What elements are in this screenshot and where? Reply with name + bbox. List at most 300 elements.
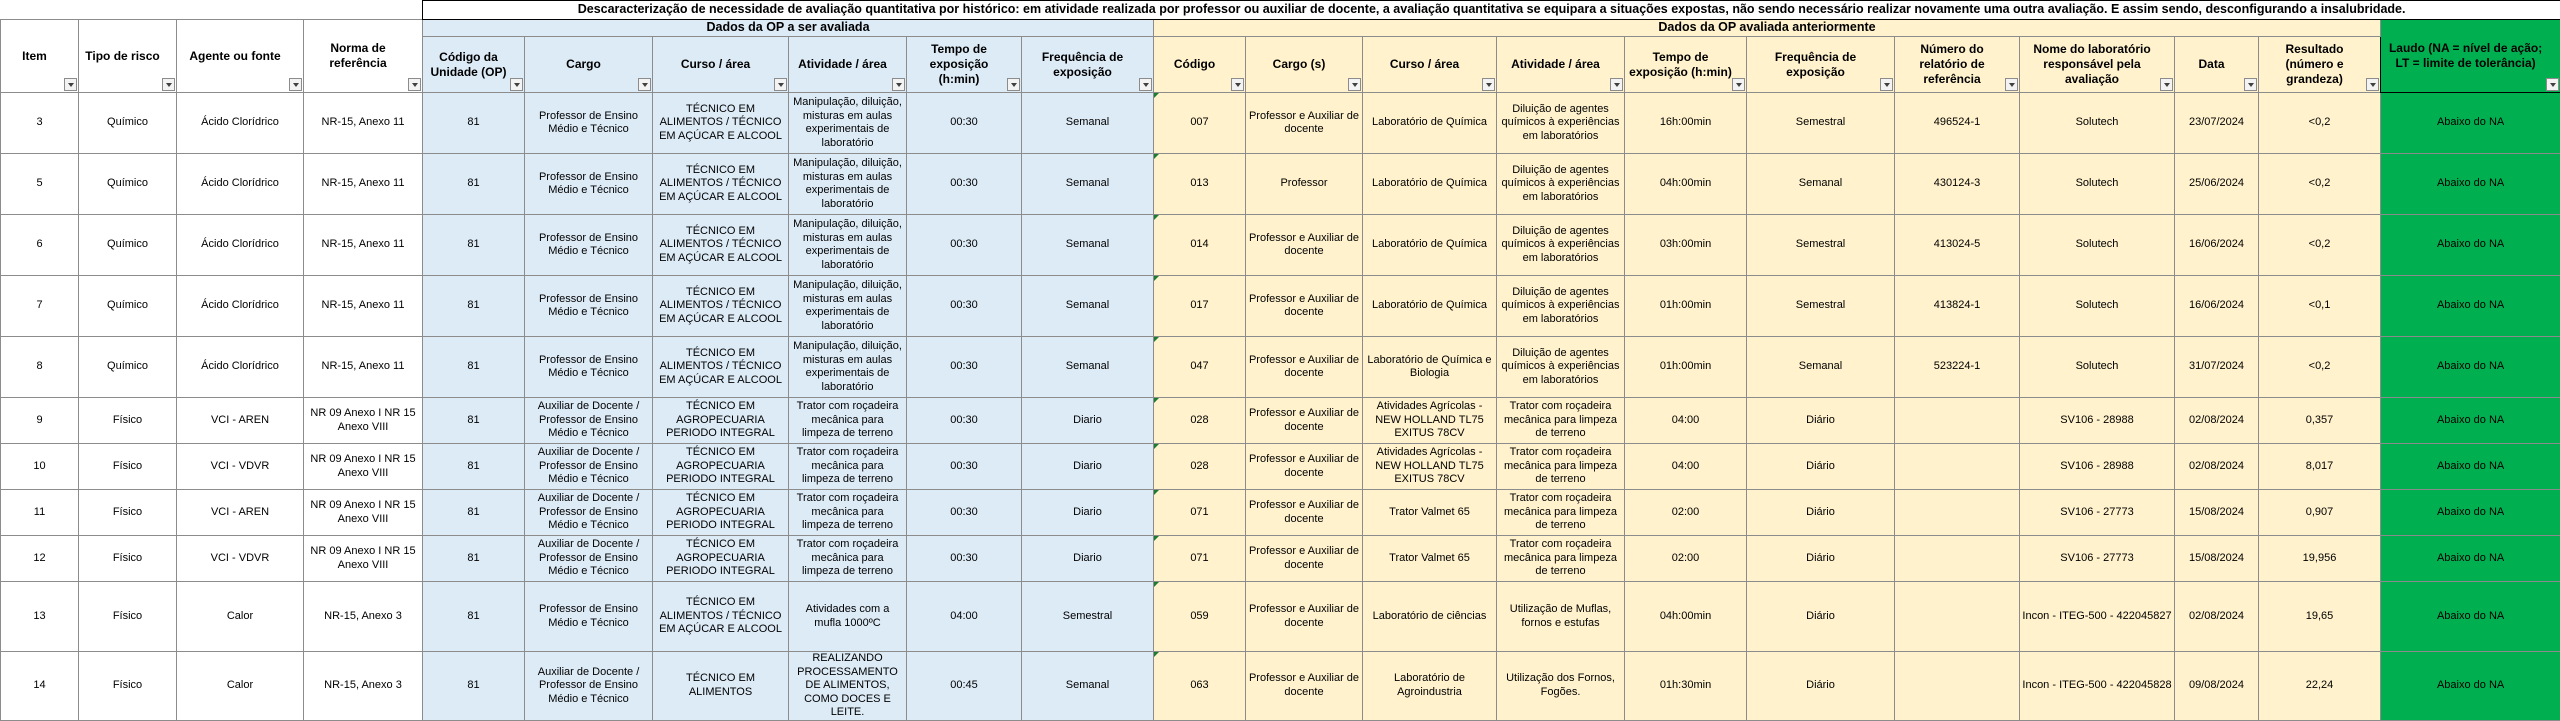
- cell-agente[interactable]: [177, 490, 304, 536]
- cell-tempo[interactable]: [907, 154, 1022, 215]
- cell-relatorio[interactable]: [1895, 337, 2020, 398]
- cell-norma[interactable]: [304, 582, 423, 652]
- cell-op[interactable]: [423, 536, 525, 582]
- header-curso[interactable]: Curso / área: [653, 37, 789, 93]
- cell-codigo[interactable]: [1154, 652, 1246, 721]
- cell-curso[interactable]: [653, 215, 789, 276]
- cell-norma[interactable]: [304, 398, 423, 444]
- cell-lab[interactable]: [2020, 337, 2175, 398]
- cell-item[interactable]: [1, 337, 79, 398]
- cell-norma[interactable]: [304, 652, 423, 721]
- filter-dropdown-icon[interactable]: [510, 78, 523, 91]
- cell-data[interactable]: [2175, 582, 2259, 652]
- cell-codigo[interactable]: [1154, 398, 1246, 444]
- cell-text: Incon - ITEG-500 - 422045827: [2022, 610, 2171, 622]
- cell-atividade[interactable]: [789, 444, 907, 490]
- cell-norma[interactable]: [304, 444, 423, 490]
- cell-codigo[interactable]: [1154, 337, 1246, 398]
- cell-atividade2[interactable]: [1497, 444, 1625, 490]
- cell-agente[interactable]: [177, 337, 304, 398]
- cell-atividade2[interactable]: [1497, 276, 1625, 337]
- header-tempo[interactable]: Tempo de exposição (h:min): [907, 37, 1022, 93]
- header-frequencia[interactable]: Frequência de exposição: [1022, 37, 1154, 93]
- cell-freq2[interactable]: [1747, 215, 1895, 276]
- cell-lab[interactable]: [2020, 490, 2175, 536]
- cell-freq2[interactable]: [1747, 582, 1895, 652]
- cell-lab[interactable]: [2020, 444, 2175, 490]
- cell-laudo[interactable]: [2381, 93, 2560, 154]
- filter-dropdown-icon[interactable]: [162, 78, 175, 91]
- cell-laudo[interactable]: [2381, 444, 2560, 490]
- cell-atividade[interactable]: [789, 93, 907, 154]
- cell-codigo[interactable]: [1154, 276, 1246, 337]
- cell-item[interactable]: [1, 536, 79, 582]
- cell-curso2[interactable]: [1363, 276, 1497, 337]
- cell-curso2[interactable]: [1363, 215, 1497, 276]
- cell-tipo[interactable]: [79, 93, 177, 154]
- cell-freq[interactable]: [1022, 582, 1154, 652]
- cell-agente[interactable]: [177, 276, 304, 337]
- cell-cargos[interactable]: [1246, 215, 1363, 276]
- cell-tempo2[interactable]: [1625, 276, 1747, 337]
- cell-tempo2[interactable]: [1625, 652, 1747, 721]
- cell-cargos[interactable]: [1246, 582, 1363, 652]
- cell-lab[interactable]: [2020, 652, 2175, 721]
- cell-curso2[interactable]: [1363, 582, 1497, 652]
- cell-cargos[interactable]: [1246, 154, 1363, 215]
- cell-norma[interactable]: [304, 276, 423, 337]
- cell-tempo2[interactable]: [1625, 582, 1747, 652]
- filter-dropdown-icon[interactable]: [2366, 78, 2379, 91]
- cell-curso[interactable]: [653, 93, 789, 154]
- filter-dropdown-icon[interactable]: [2160, 78, 2173, 91]
- cell-text: NR-15, Anexo 11: [322, 238, 405, 250]
- cell-relatorio[interactable]: [1895, 490, 2020, 536]
- cell-resultado[interactable]: [2259, 652, 2381, 721]
- cell-tempo[interactable]: [907, 398, 1022, 444]
- cell-curso2[interactable]: [1363, 398, 1497, 444]
- cell-tipo[interactable]: [79, 490, 177, 536]
- cell-norma[interactable]: [304, 337, 423, 398]
- cell-cargos[interactable]: [1246, 398, 1363, 444]
- header-norma[interactable]: Norma de referência: [304, 20, 423, 93]
- cell-freq2[interactable]: [1747, 276, 1895, 337]
- cell-text: 01h:30min: [1660, 679, 1711, 691]
- cell-data[interactable]: [2175, 536, 2259, 582]
- cell-text: NR-15, Anexo 11: [322, 177, 405, 189]
- cell-norma[interactable]: [304, 490, 423, 536]
- cell-lab[interactable]: [2020, 93, 2175, 154]
- cell-op[interactable]: [423, 444, 525, 490]
- cell-agente[interactable]: [177, 444, 304, 490]
- cell-laudo[interactable]: [2381, 154, 2560, 215]
- filter-dropdown-icon[interactable]: [289, 78, 302, 91]
- cell-tipo[interactable]: [79, 154, 177, 215]
- cell-text: 02:00: [1672, 552, 1700, 564]
- cell-tempo[interactable]: [907, 215, 1022, 276]
- cell-atividade[interactable]: [789, 154, 907, 215]
- cell-text: Solutech: [2076, 238, 2119, 250]
- cell-agente[interactable]: [177, 582, 304, 652]
- cell-lab[interactable]: [2020, 215, 2175, 276]
- cell-text: Ácido Clorídrico: [201, 238, 279, 250]
- cell-freq2[interactable]: [1747, 93, 1895, 154]
- filter-dropdown-icon[interactable]: [1880, 78, 1893, 91]
- cell-text: Solutech: [2076, 116, 2119, 128]
- cell-text: Trator com roçadeira mecânica para limpeza de terreno: [797, 492, 899, 531]
- cell-curso[interactable]: [653, 582, 789, 652]
- cell-resultado[interactable]: [2259, 154, 2381, 215]
- filter-dropdown-icon[interactable]: [638, 78, 651, 91]
- cell-curso2[interactable]: [1363, 444, 1497, 490]
- filter-dropdown-icon[interactable]: [892, 78, 905, 91]
- cell-op[interactable]: [423, 215, 525, 276]
- cell-freq[interactable]: [1022, 398, 1154, 444]
- cell-agente[interactable]: [177, 215, 304, 276]
- filter-dropdown-icon[interactable]: [64, 78, 77, 91]
- cell-item[interactable]: [1, 444, 79, 490]
- cell-laudo[interactable]: [2381, 276, 2560, 337]
- cell-tipo[interactable]: [79, 582, 177, 652]
- cell-cargos[interactable]: [1246, 536, 1363, 582]
- cell-tipo[interactable]: [79, 276, 177, 337]
- filter-dropdown-icon[interactable]: [2244, 78, 2257, 91]
- cell-agente[interactable]: [177, 536, 304, 582]
- cell-freq2[interactable]: [1747, 490, 1895, 536]
- cell-relatorio[interactable]: [1895, 536, 2020, 582]
- cell-text: Trator Valmet 65: [1389, 552, 1470, 564]
- header-laudo[interactable]: Laudo (NA = nível de ação; LT = limite de tolerância): [2381, 20, 2560, 93]
- filter-dropdown-icon[interactable]: [1610, 78, 1623, 91]
- cell-relatorio[interactable]: [1895, 582, 2020, 652]
- header-tempo-prev[interactable]: Tempo de exposição (h:min): [1625, 37, 1747, 93]
- cell-tempo2[interactable]: [1625, 215, 1747, 276]
- cell-item[interactable]: [1, 154, 79, 215]
- cell-lab[interactable]: [2020, 154, 2175, 215]
- cell-agente[interactable]: [177, 93, 304, 154]
- cell-item[interactable]: [1, 582, 79, 652]
- cell-op[interactable]: [423, 154, 525, 215]
- cell-curso[interactable]: [653, 444, 789, 490]
- cell-tempo[interactable]: [907, 536, 1022, 582]
- cell-item[interactable]: [1, 276, 79, 337]
- header-resultado[interactable]: Resultado (número e grandeza): [2259, 37, 2381, 93]
- cell-atividade2[interactable]: [1497, 154, 1625, 215]
- cell-curso2[interactable]: [1363, 490, 1497, 536]
- cell-relatorio[interactable]: [1895, 652, 2020, 721]
- cell-tempo2[interactable]: [1625, 337, 1747, 398]
- cell-atividade2[interactable]: [1497, 652, 1625, 721]
- cell-atividade[interactable]: [789, 652, 907, 721]
- cell-resultado[interactable]: [2259, 276, 2381, 337]
- cell-resultado[interactable]: [2259, 215, 2381, 276]
- cell-cargo[interactable]: [525, 398, 653, 444]
- cell-text: 04h:00min: [1660, 177, 1711, 189]
- cell-text: 81: [467, 238, 479, 250]
- header-data[interactable]: Data: [2175, 37, 2259, 93]
- cell-cargo[interactable]: [525, 582, 653, 652]
- cell-resultado[interactable]: [2259, 536, 2381, 582]
- cell-codigo[interactable]: [1154, 444, 1246, 490]
- filter-dropdown-icon[interactable]: [1007, 78, 1020, 91]
- cell-laudo[interactable]: [2381, 398, 2560, 444]
- cell-text: Laboratório de Agroindustria: [1394, 672, 1465, 698]
- cell-relatorio[interactable]: [1895, 154, 2020, 215]
- cell-lab[interactable]: [2020, 398, 2175, 444]
- cell-cargo[interactable]: [525, 215, 653, 276]
- cell-data[interactable]: [2175, 215, 2259, 276]
- cell-tipo[interactable]: [79, 398, 177, 444]
- cell-atividade2[interactable]: [1497, 93, 1625, 154]
- cell-codigo[interactable]: [1154, 93, 1246, 154]
- cell-atividade2[interactable]: [1497, 337, 1625, 398]
- cell-text: <0,2: [2309, 360, 2331, 372]
- cell-atividade2[interactable]: [1497, 536, 1625, 582]
- cell-item[interactable]: [1, 490, 79, 536]
- cell-text: 09/08/2024: [2189, 679, 2244, 691]
- cell-atividade[interactable]: [789, 337, 907, 398]
- filter-dropdown-icon[interactable]: [408, 78, 421, 91]
- cell-freq[interactable]: [1022, 490, 1154, 536]
- cell-cargo[interactable]: [525, 93, 653, 154]
- cell-curso2[interactable]: [1363, 337, 1497, 398]
- cell-tempo[interactable]: [907, 652, 1022, 721]
- cell-text: Abaixo do NA: [2437, 299, 2504, 311]
- header-cargo[interactable]: Cargo: [525, 37, 653, 93]
- filter-dropdown-icon[interactable]: [1139, 78, 1152, 91]
- cell-relatorio[interactable]: [1895, 215, 2020, 276]
- cell-tempo[interactable]: [907, 276, 1022, 337]
- cell-tempo[interactable]: [907, 337, 1022, 398]
- header-atividade-prev[interactable]: Atividade / área: [1497, 37, 1625, 93]
- header-laboratorio[interactable]: Nome do laboratório responsável pela avaliação: [2020, 37, 2175, 93]
- cell-freq[interactable]: [1022, 154, 1154, 215]
- cell-freq2[interactable]: [1747, 444, 1895, 490]
- cell-data[interactable]: [2175, 652, 2259, 721]
- cell-cargos[interactable]: [1246, 276, 1363, 337]
- cell-text: NR-15, Anexo 3: [324, 679, 402, 691]
- cell-tipo[interactable]: [79, 536, 177, 582]
- cell-resultado[interactable]: [2259, 398, 2381, 444]
- cell-atividade[interactable]: [789, 582, 907, 652]
- cell-cargo[interactable]: [525, 276, 653, 337]
- cell-data[interactable]: [2175, 276, 2259, 337]
- cell-cargos[interactable]: [1246, 490, 1363, 536]
- cell-tipo[interactable]: [79, 337, 177, 398]
- cell-tempo[interactable]: [907, 93, 1022, 154]
- cell-cargo[interactable]: [525, 444, 653, 490]
- filter-dropdown-icon[interactable]: [774, 78, 787, 91]
- cell-atividade[interactable]: [789, 490, 907, 536]
- cell-codigo[interactable]: [1154, 154, 1246, 215]
- cell-atividade[interactable]: [789, 276, 907, 337]
- cell-op[interactable]: [423, 337, 525, 398]
- cell-curso[interactable]: [653, 490, 789, 536]
- cell-text: Semanal: [1799, 360, 1842, 372]
- cell-text: 81: [467, 552, 479, 564]
- cell-freq[interactable]: [1022, 276, 1154, 337]
- cell-norma[interactable]: [304, 215, 423, 276]
- cell-agente[interactable]: [177, 652, 304, 721]
- cell-resultado[interactable]: [2259, 490, 2381, 536]
- cell-tempo2[interactable]: [1625, 154, 1747, 215]
- cell-cargos[interactable]: [1246, 444, 1363, 490]
- cell-cargo[interactable]: [525, 652, 653, 721]
- cell-curso2[interactable]: [1363, 93, 1497, 154]
- header-codigo-op[interactable]: Código da Unidade (OP): [423, 37, 525, 93]
- cell-relatorio[interactable]: [1895, 276, 2020, 337]
- header-curso-prev[interactable]: Curso / área: [1363, 37, 1497, 93]
- cell-cargo[interactable]: [525, 337, 653, 398]
- cell-norma[interactable]: [304, 536, 423, 582]
- cell-freq2[interactable]: [1747, 652, 1895, 721]
- cell-tempo2[interactable]: [1625, 444, 1747, 490]
- cell-freq2[interactable]: [1747, 154, 1895, 215]
- cell-text: SV106 - 27773: [2060, 552, 2133, 564]
- cell-laudo[interactable]: [2381, 490, 2560, 536]
- cell-tempo2[interactable]: [1625, 93, 1747, 154]
- header-atividade[interactable]: Atividade / área: [789, 37, 907, 93]
- cell-data[interactable]: [2175, 398, 2259, 444]
- cell-item[interactable]: [1, 398, 79, 444]
- cell-resultado[interactable]: [2259, 444, 2381, 490]
- cell-curso[interactable]: [653, 398, 789, 444]
- cell-curso2[interactable]: [1363, 536, 1497, 582]
- header-item[interactable]: Item: [1, 20, 79, 93]
- cell-laudo[interactable]: [2381, 337, 2560, 398]
- cell-text: Laboratório de Química: [1372, 177, 1487, 189]
- cell-tipo[interactable]: [79, 215, 177, 276]
- cell-tempo2[interactable]: [1625, 536, 1747, 582]
- cell-curso2[interactable]: [1363, 154, 1497, 215]
- cell-laudo[interactable]: [2381, 215, 2560, 276]
- cell-cargos[interactable]: [1246, 337, 1363, 398]
- cell-tipo[interactable]: [79, 652, 177, 721]
- cell-data[interactable]: [2175, 490, 2259, 536]
- cell-atividade2[interactable]: [1497, 398, 1625, 444]
- cell-curso[interactable]: [653, 337, 789, 398]
- header-tipo[interactable]: Tipo de risco: [79, 20, 177, 93]
- cell-freq[interactable]: [1022, 652, 1154, 721]
- cell-lab[interactable]: [2020, 536, 2175, 582]
- cell-item[interactable]: [1, 215, 79, 276]
- cell-text: Trator com roçadeira mecânica para limpeza de terreno: [797, 400, 899, 439]
- cell-relatorio[interactable]: [1895, 444, 2020, 490]
- header-cargos[interactable]: Cargo (s): [1246, 37, 1363, 93]
- cell-agente[interactable]: [177, 398, 304, 444]
- cell-tempo[interactable]: [907, 444, 1022, 490]
- cell-freq2[interactable]: [1747, 398, 1895, 444]
- cell-freq[interactable]: [1022, 444, 1154, 490]
- cell-item[interactable]: [1, 652, 79, 721]
- cell-atividade[interactable]: [789, 215, 907, 276]
- cell-lab[interactable]: [2020, 276, 2175, 337]
- cell-cargo[interactable]: [525, 490, 653, 536]
- cell-text: Professor e Auxiliar de docente: [1249, 354, 1359, 380]
- cell-data[interactable]: [2175, 337, 2259, 398]
- filter-dropdown-icon[interactable]: [1348, 78, 1361, 91]
- cell-cargos[interactable]: [1246, 93, 1363, 154]
- cell-freq[interactable]: [1022, 536, 1154, 582]
- filter-dropdown-icon[interactable]: [1231, 78, 1244, 91]
- cell-data[interactable]: [2175, 444, 2259, 490]
- cell-freq[interactable]: [1022, 215, 1154, 276]
- cell-tipo[interactable]: [79, 444, 177, 490]
- cell-item[interactable]: [1, 93, 79, 154]
- cell-freq2[interactable]: [1747, 536, 1895, 582]
- cell-op[interactable]: [423, 93, 525, 154]
- cell-op[interactable]: [423, 490, 525, 536]
- cell-agente[interactable]: [177, 154, 304, 215]
- filter-dropdown-icon[interactable]: [2546, 78, 2559, 91]
- cell-text: Atividades Agrícolas - NEW HOLLAND TL75 EXITUS 78CV: [1375, 400, 1484, 439]
- cell-atividade[interactable]: [789, 398, 907, 444]
- cell-freq[interactable]: [1022, 337, 1154, 398]
- cell-cargos[interactable]: [1246, 652, 1363, 721]
- cell-tempo2[interactable]: [1625, 490, 1747, 536]
- cell-laudo[interactable]: [2381, 536, 2560, 582]
- filter-dropdown-icon[interactable]: [1482, 78, 1495, 91]
- cell-op[interactable]: [423, 276, 525, 337]
- cell-codigo[interactable]: [1154, 536, 1246, 582]
- cell-curso[interactable]: [653, 652, 789, 721]
- cell-codigo[interactable]: [1154, 215, 1246, 276]
- cell-text: Químico: [107, 238, 148, 250]
- cell-cargo[interactable]: [525, 536, 653, 582]
- cell-laudo[interactable]: [2381, 582, 2560, 652]
- cell-curso[interactable]: [653, 154, 789, 215]
- cell-atividade2[interactable]: [1497, 215, 1625, 276]
- cell-freq2[interactable]: [1747, 337, 1895, 398]
- cell-tempo[interactable]: [907, 490, 1022, 536]
- cell-text: Abaixo do NA: [2437, 116, 2504, 128]
- cell-atividade2[interactable]: [1497, 490, 1625, 536]
- cell-resultado[interactable]: [2259, 582, 2381, 652]
- cell-relatorio[interactable]: [1895, 398, 2020, 444]
- cell-atividade2[interactable]: [1497, 582, 1625, 652]
- cell-relatorio[interactable]: [1895, 93, 2020, 154]
- cell-cargo[interactable]: [525, 154, 653, 215]
- cell-data[interactable]: [2175, 154, 2259, 215]
- filter-dropdown-icon[interactable]: [1732, 78, 1745, 91]
- cell-tempo2[interactable]: [1625, 398, 1747, 444]
- cell-norma[interactable]: [304, 93, 423, 154]
- cell-curso[interactable]: [653, 536, 789, 582]
- cell-norma[interactable]: [304, 154, 423, 215]
- header-frequencia-prev[interactable]: Frequência de exposição: [1747, 37, 1895, 93]
- cell-laudo[interactable]: [2381, 652, 2560, 721]
- cell-curso2[interactable]: [1363, 652, 1497, 721]
- header-relatorio[interactable]: Número do relatório de referência: [1895, 37, 2020, 93]
- cell-op[interactable]: [423, 652, 525, 721]
- header-agente[interactable]: Agente ou fonte: [177, 20, 304, 93]
- cell-curso[interactable]: [653, 276, 789, 337]
- header-codigo[interactable]: Código: [1154, 37, 1246, 93]
- cell-data[interactable]: [2175, 93, 2259, 154]
- cell-codigo[interactable]: [1154, 582, 1246, 652]
- cell-lab[interactable]: [2020, 582, 2175, 652]
- cell-resultado[interactable]: [2259, 93, 2381, 154]
- filter-dropdown-icon[interactable]: [2005, 78, 2018, 91]
- cell-freq[interactable]: [1022, 93, 1154, 154]
- cell-tempo[interactable]: [907, 582, 1022, 652]
- cell-op[interactable]: [423, 582, 525, 652]
- cell-text: 81: [467, 506, 479, 518]
- cell-atividade[interactable]: [789, 536, 907, 582]
- cell-codigo[interactable]: [1154, 490, 1246, 536]
- cell-op[interactable]: [423, 398, 525, 444]
- cell-resultado[interactable]: [2259, 337, 2381, 398]
